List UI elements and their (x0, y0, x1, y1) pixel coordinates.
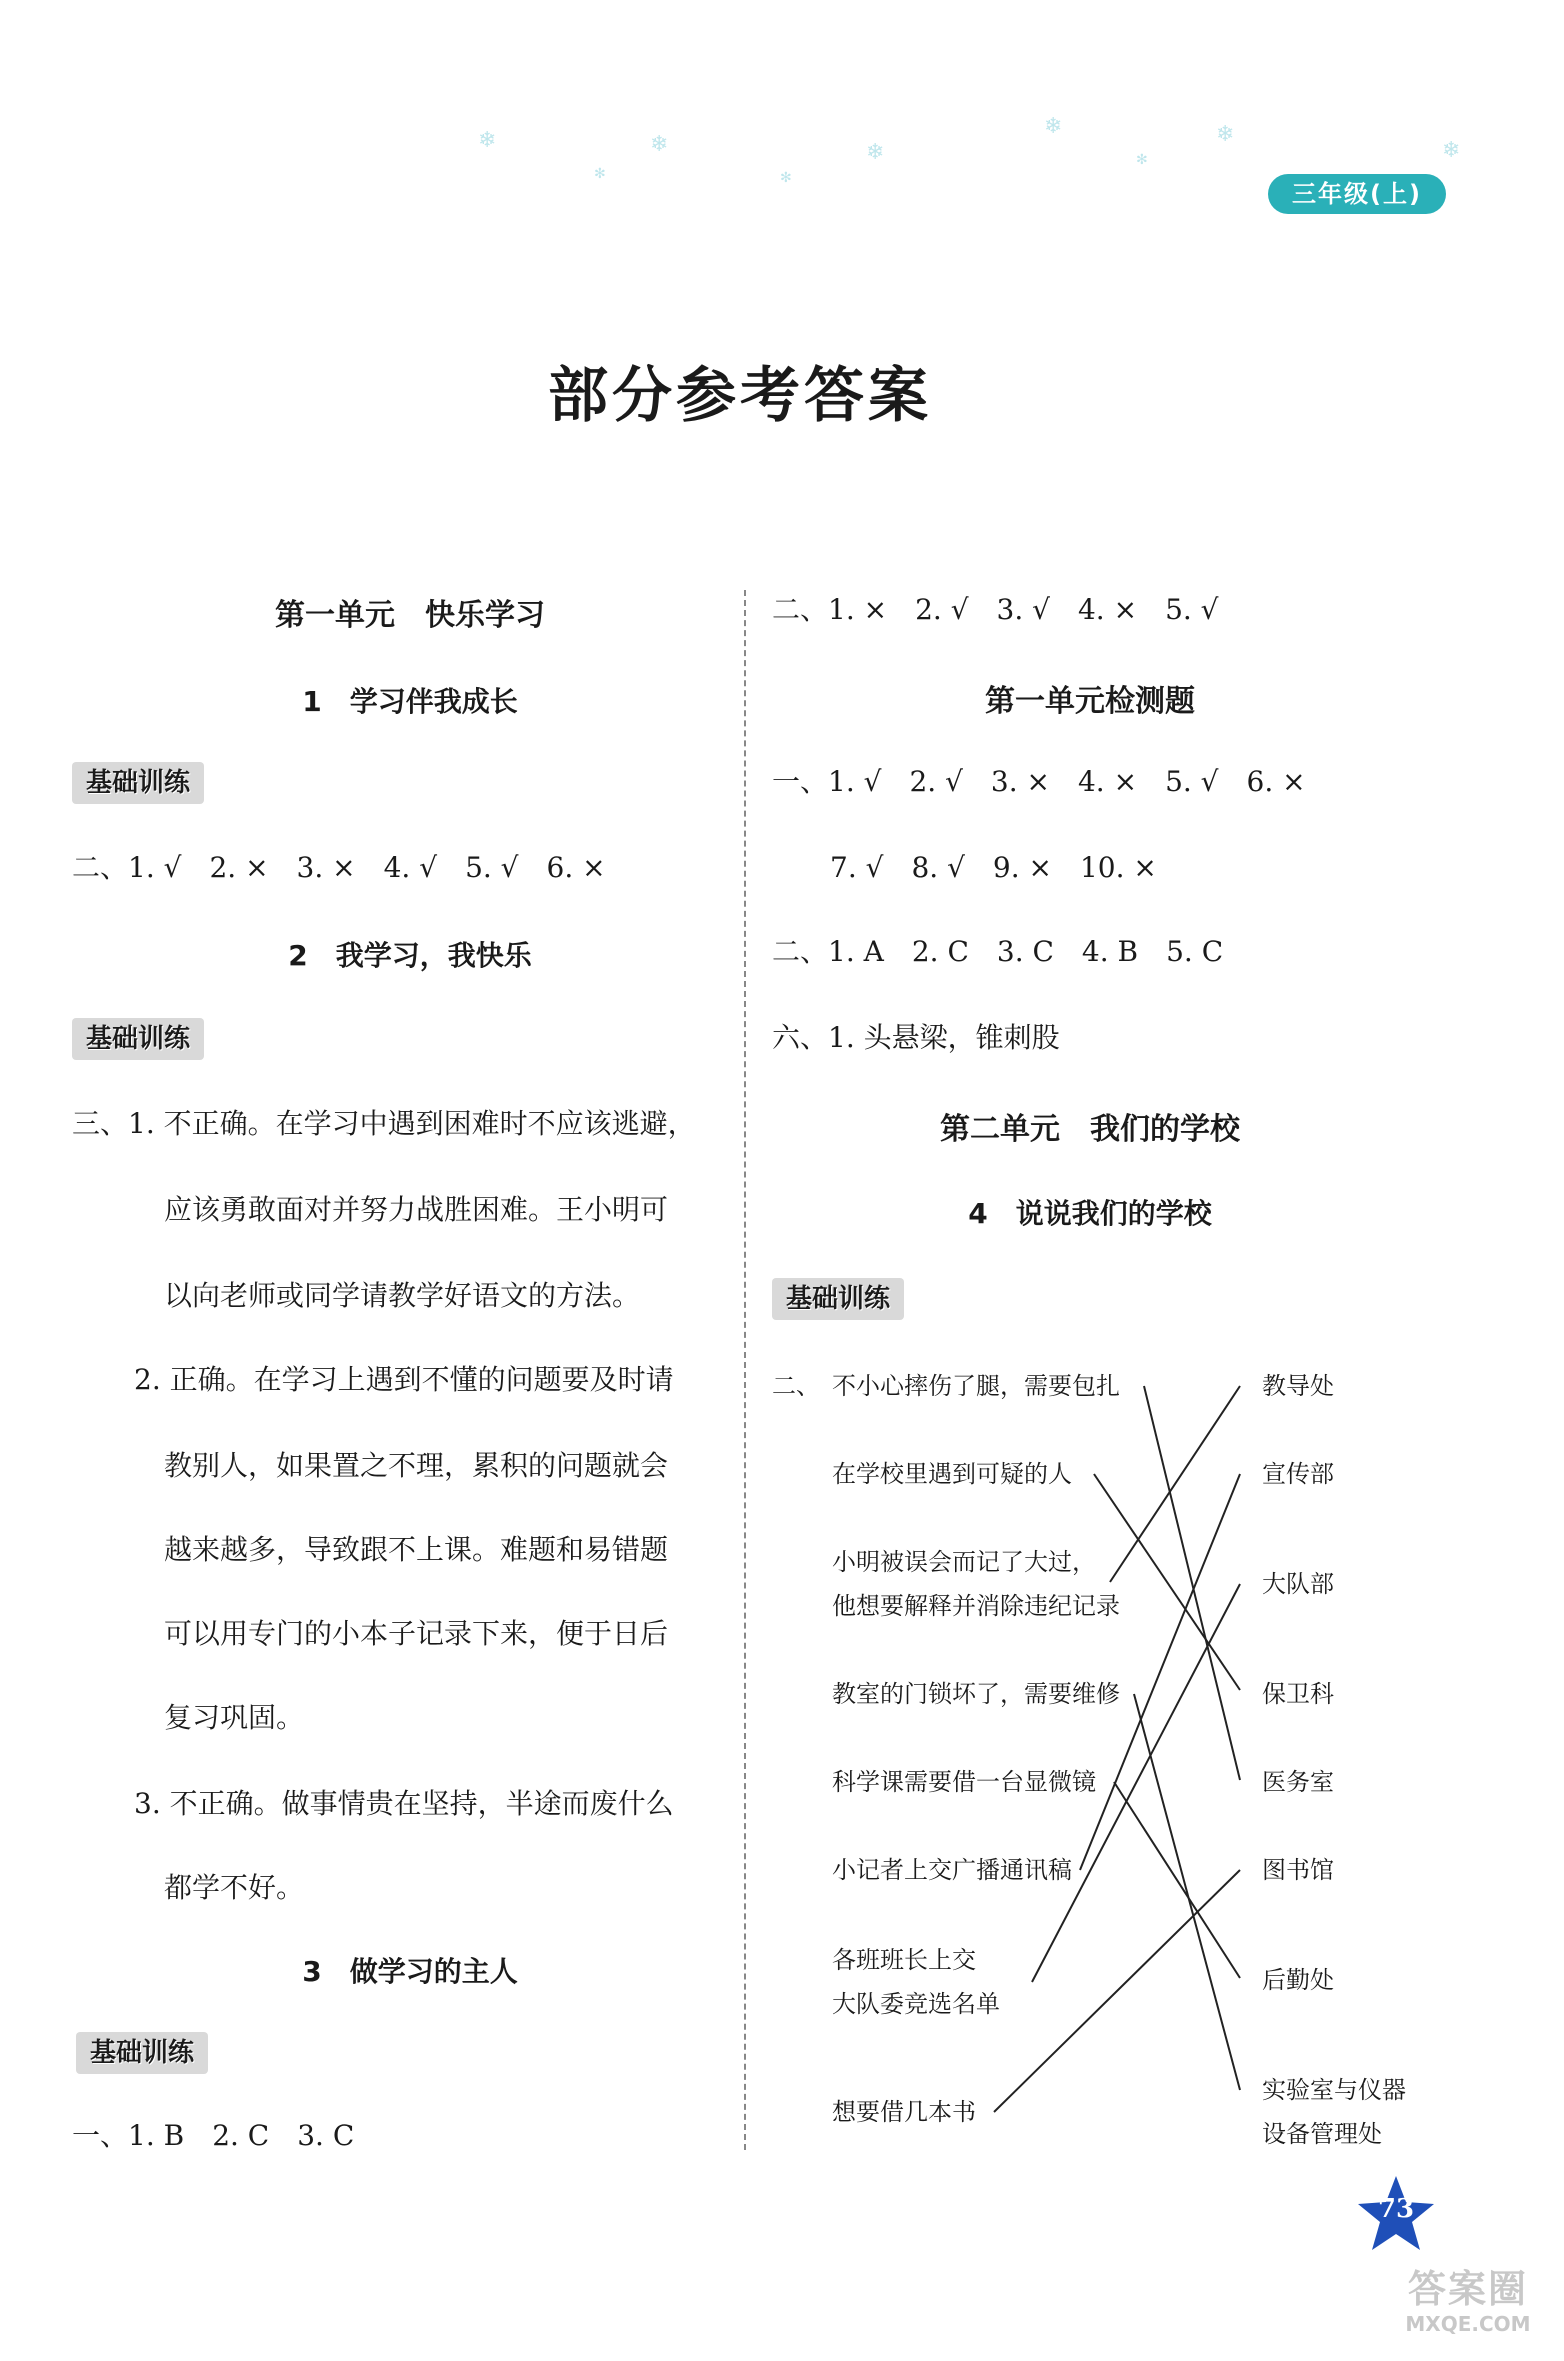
lesson3-answers-cont: 二、1. × 2. √ 3. √ 4. × 5. √ (772, 593, 1219, 626)
snowflake-icon: ❄ (1216, 122, 1235, 147)
lesson2-line: 复习巩固。 (164, 1701, 305, 1734)
match-line (1094, 1474, 1240, 1690)
snowflake-icon: ✻ (1136, 152, 1148, 168)
snowflake-icon: ✻ (780, 170, 792, 186)
match-line (1134, 1694, 1240, 2090)
unit2-title: 第二单元 我们的学校 (940, 1112, 1240, 1147)
snowflake-icon: ✻ (594, 166, 606, 182)
match-left-item: 小记者上交广播通讯稿 (832, 1856, 1072, 1884)
match-right-item: 医务室 (1262, 1768, 1334, 1796)
unit1-test-title: 第一单元检测题 (985, 684, 1195, 719)
match-right-item: 实验室与仪器 (1262, 2076, 1406, 2104)
test-answers: 六、1. 头悬梁，锥刺股 (772, 1021, 1060, 1054)
match-left-item: 各班班长上交 (832, 1946, 976, 1974)
lesson3-answers: 一、1. B 2. C 3. C (72, 2119, 355, 2152)
page-number-label: 73 (1377, 2194, 1415, 2224)
match-left-item: 大队委竞选名单 (832, 1990, 1000, 2018)
lesson2-line: 2. 正确。在学习上遇到不懂的问题要及时请 (134, 1363, 674, 1396)
match-left-item: 想要借几本书 (832, 2098, 976, 2126)
match-right-item: 保卫科 (1262, 1680, 1334, 1708)
match-right-item: 设备管理处 (1262, 2120, 1382, 2148)
match-line (1032, 1584, 1240, 1982)
lesson2-line: 教别人，如果置之不理，累积的问题就会 (164, 1449, 669, 1482)
lesson1-answers: 二、1. √ 2. × 3. × 4. √ 5. √ 6. × (72, 851, 606, 884)
match-left-item: 科学课需要借一台显微镜 (832, 1768, 1096, 1796)
match-line (994, 1870, 1240, 2112)
match-right-item: 后勤处 (1262, 1966, 1334, 1994)
lesson1-title: 1 学习伴我成长 (302, 685, 518, 718)
snowflake-icon: ❄ (866, 140, 885, 165)
match-line (1080, 1474, 1240, 1870)
lesson2-line: 3. 不正确。做事情贵在坚持，半途而废什么 (134, 1787, 674, 1820)
watermark-line1: 答案圈 (1407, 2267, 1528, 2311)
match-right-item: 教导处 (1262, 1372, 1334, 1400)
basic-training-tag: 基础训练 (76, 2032, 208, 2074)
match-prefix: 二、 (772, 1372, 820, 1400)
match-line (1114, 1782, 1240, 1978)
lesson2-line: 都学不好。 (164, 1871, 305, 1904)
match-line (1110, 1386, 1240, 1582)
match-right-item: 大队部 (1262, 1570, 1334, 1598)
match-line (1144, 1386, 1240, 1780)
watermark-line2: MXQE.COM (1405, 2312, 1531, 2336)
lesson2-line: 越来越多，导致跟不上课。难题和易错题 (164, 1533, 669, 1566)
match-left-item: 教室的门锁坏了，需要维修 (832, 1680, 1120, 1708)
lesson2-line: 应该勇敢面对并努力战胜困难。王小明可 (164, 1193, 669, 1226)
page-number (1356, 2172, 1436, 2252)
lesson2-line: 可以用专门的小本子记录下来，便于日后 (164, 1617, 669, 1650)
match-left-item: 小明被误会而记了大过， (832, 1548, 1096, 1576)
lesson2-line: 以向老师或同学请教学好语文的方法。 (164, 1279, 641, 1312)
lesson4-title: 4 说说我们的学校 (968, 1197, 1212, 1230)
snowflake-icon: ❄ (478, 128, 497, 153)
page-title: 部分参考答案 (548, 361, 932, 431)
basic-training-tag: 基础训练 (72, 762, 204, 804)
basic-training-tag: 基础训练 (772, 1278, 904, 1320)
match-left-item: 在学校里遇到可疑的人 (832, 1460, 1072, 1488)
test-answers: 二、1. A 2. C 3. C 4. B 5. C (772, 935, 1224, 968)
lesson2-line: 三、1. 不正确。在学习中遇到困难时不应该逃避， (72, 1107, 696, 1140)
lesson2-title: 2 我学习，我快乐 (288, 939, 532, 972)
match-right-item: 宣传部 (1262, 1460, 1334, 1488)
grade-badge: 三年级(上) (1268, 174, 1446, 214)
snowflake-icon: ❄ (1044, 114, 1063, 139)
snowflake-icon: ❄ (650, 132, 669, 157)
snowflake-icon: ❄ (1442, 138, 1461, 163)
test-answers: 7. √ 8. √ 9. × 10. × (830, 851, 1157, 884)
lesson3-title: 3 做学习的主人 (302, 1955, 518, 1988)
match-right-item: 图书馆 (1262, 1856, 1334, 1884)
basic-training-tag: 基础训练 (72, 1018, 204, 1060)
match-left-item: 他想要解释并消除违纪记录 (832, 1592, 1120, 1620)
match-left-item: 不小心摔伤了腿，需要包扎 (832, 1372, 1120, 1400)
test-answers: 一、1. √ 2. √ 3. × 4. × 5. √ 6. × (772, 765, 1306, 798)
watermark (1380, 2266, 1556, 2346)
unit1-title: 第一单元 快乐学习 (275, 598, 545, 633)
